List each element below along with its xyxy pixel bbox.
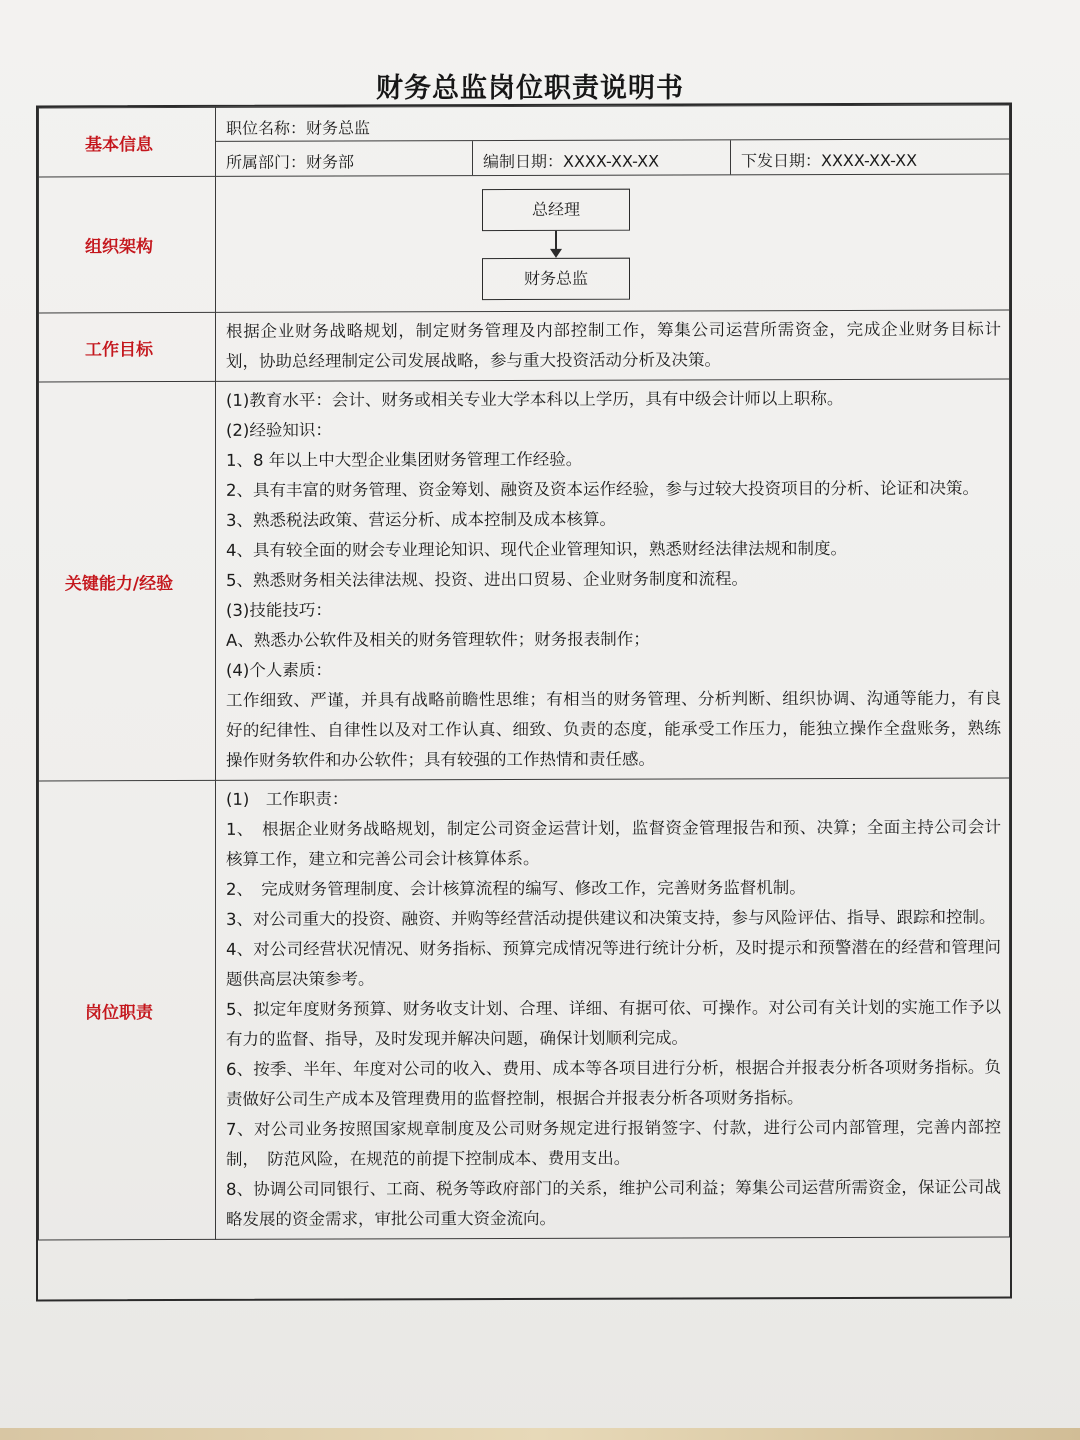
list-item: 6、按季、半年、年度对公司的收入、费用、成本等各项目进行分析，根据合并报表分析各项财务指标。负责做好公司生产成本及管理费用的监督控制，根据合并报表分析各项财务指标。 <box>226 1057 1001 1109</box>
list-item: 7、对公司业务按照国家规章制度及公司财务规定进行报销签字、付款，进行公司内部管理，完善内部控制， 防范风险，在规范的前提下控制成本、费用支出。 <box>226 1117 1001 1169</box>
key-abilities-label-text: 关键能力/经验 <box>64 573 174 594</box>
document-title: 财务总监岗位职责说明书 <box>376 73 684 104</box>
key-abilities-list <box>216 380 1009 780</box>
org-structure-row <box>39 174 1010 313</box>
org-structure-content <box>216 174 1010 312</box>
org-structure-label <box>39 176 216 313</box>
compile-date: 编制日期：XXXX-XX-XX <box>473 140 731 175</box>
org-structure-label-text: 组织架构 <box>85 237 153 258</box>
list-item: 4、具有较全面的财会专业理论知识、现代企业管理知识，熟悉财经法律法规和制度。 <box>226 539 847 560</box>
list-item: 工作细致、严谨，并具有战略前瞻性思维；有相当的财务管理、分析判断、组织协调、沟通等能力，有良好的纪律性、自律性以及对工作认真、细致、负责的态度，能承受工作压力，能独立操作全盘账务，熟练操作财务软件和办公软件；具有较强的工作热情和责任感。 <box>226 688 1001 770</box>
basic-info-row <box>39 105 1010 177</box>
basic-info-content <box>216 105 1010 176</box>
list-item: 2、具有丰富的财务管理、资金筹划、融资及资本运作经验，参与过较大投资项目的分析、论证和决策。 <box>226 478 979 500</box>
work-goal-row <box>39 310 1010 382</box>
work-goal-content <box>216 310 1010 381</box>
work-goal-label-text: 工作目标 <box>85 339 153 360</box>
key-abilities-row <box>39 379 1010 781</box>
list-item: (1)教育水平：会计、财务或相关专业大学本科以上学历，具有中级会计师以上职称。 <box>226 389 844 410</box>
issue-date: 下发日期：XXXX-XX-XX <box>741 150 918 171</box>
org-chart <box>216 175 1009 312</box>
key-abilities-content <box>216 379 1010 780</box>
arrow-down-icon <box>550 249 562 258</box>
list-item: 2、 完成财务管理制度、会计核算流程的编写、修改工作，完善财务监督机制。 <box>226 878 806 899</box>
org-box-cfo: 财务总监 <box>482 258 630 300</box>
list-item: 5、熟悉财务相关法律法规、投资、进出口贸易、企业财务制度和流程。 <box>226 569 748 590</box>
work-goal-label <box>39 312 216 382</box>
list-item: 3、熟悉税法政策、营运分析、成本控制及成本核算。 <box>226 509 616 530</box>
list-item: 1、8 年以上中大型企业集团财务管理工作经验。 <box>226 449 583 470</box>
list-item: (1) 工作职责： <box>226 789 349 809</box>
desk-edge <box>0 1428 1080 1440</box>
list-item: A、熟悉办公软件及相关的财务管理软件；财务报表制作； <box>226 629 650 650</box>
job-description-form <box>36 103 1012 1302</box>
duties-list <box>216 779 1009 1239</box>
basic-info-label <box>39 107 216 177</box>
duties-label-text: 岗位职责 <box>85 1002 153 1023</box>
work-goal-text: 根据企业财务战略规划，制定财务管理及内部控制工作，筹集公司运营所需资金，完成企业财务目标计划，协助总经理制定公司发展战略，参与重大投资活动分析及决策。 <box>226 319 1001 371</box>
department: 所属部门：财务部 <box>216 141 473 176</box>
list-item: (3)技能技巧： <box>226 600 332 620</box>
org-box-general-manager: 总经理 <box>482 189 630 231</box>
key-abilities-label <box>39 381 216 781</box>
list-item: (4)个人素质： <box>226 660 332 680</box>
basic-info-grid <box>216 106 1009 176</box>
form-table <box>38 105 1010 1241</box>
list-item: 1、 根据企业财务战略规划，制定公司资金运营计划，监督资金管理报告和预、决算；全面主持公司会计核算工作，建立和完善公司会计核算体系。 <box>226 817 1001 869</box>
duties-label <box>39 780 216 1240</box>
position-name: 职位名称：财务总监 <box>216 106 1009 142</box>
duties-content <box>216 778 1010 1239</box>
list-item: 5、拟定年度财务预算、财务收支计划、合理、详细、有据可依、可操作。对公司有关计划的实施工作予以有力的监督、指导，及时发现并解决问题，确保计划顺利完成。 <box>226 997 1001 1049</box>
list-item: 4、对公司经营状况情况、财务指标、预算完成情况等进行统计分析，及时提示和预警潜在的经营和管理问题供高层决策参考。 <box>226 937 1001 989</box>
list-item: 8、协调公司同银行、工商、税务等政府部门的关系，维护公司利益；筹集公司运营所需资金，保证公司战略发展的资金需求，审批公司重大资金流向。 <box>226 1177 1001 1229</box>
basic-info-label-text: 基本信息 <box>85 134 153 155</box>
duties-row <box>39 778 1010 1240</box>
list-item: 3、对公司重大的投资、融资、并购等经营活动提供建议和决策支持，参与风险评估、指导、跟踪和控制。 <box>226 907 996 929</box>
list-item: (2)经验知识： <box>226 420 332 440</box>
